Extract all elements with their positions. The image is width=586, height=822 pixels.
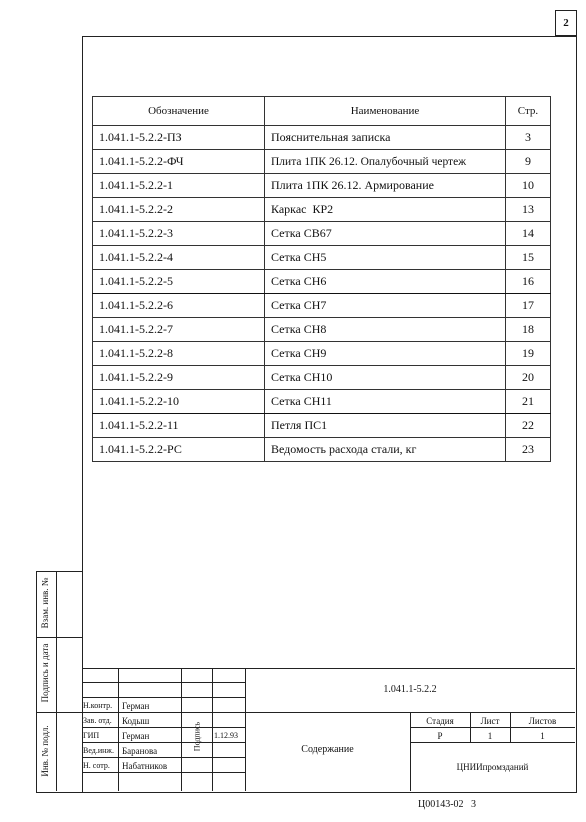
- header-page: Стр.: [506, 97, 551, 126]
- row-page: 13: [506, 198, 551, 222]
- row-name: Сетка СН6: [265, 270, 506, 294]
- footer-code: Ц00143-02 3: [418, 799, 477, 810]
- row-page: 18: [506, 318, 551, 342]
- row-designation: 1.041.1-5.2.2-10: [93, 390, 265, 414]
- table-row: [93, 270, 551, 294]
- row-page: 10: [506, 174, 551, 198]
- row-name: Плита 1ПК 26.12. Армирование: [265, 174, 506, 198]
- row-page: 3: [506, 126, 551, 150]
- row-designation: 1.041.1-5.2.2-11: [93, 414, 265, 438]
- sheets-label: Листов: [528, 716, 557, 726]
- date: 1.12.93: [214, 731, 238, 740]
- signature-label: Подпись: [192, 721, 202, 752]
- document-code: 1.041.1-5.2.2: [383, 684, 437, 695]
- tb-line: [82, 712, 575, 713]
- inv-replace-label: Взам. инв. №: [40, 577, 50, 629]
- row-designation: 1.041.1-5.2.2-3: [93, 222, 265, 246]
- table-row: [93, 414, 551, 438]
- tb-line: [82, 757, 245, 758]
- table-row: [93, 198, 551, 222]
- stage-label: Стадия: [426, 716, 454, 726]
- header-designation: Обозначение: [93, 97, 265, 126]
- row-page: 19: [506, 342, 551, 366]
- row-name: Петля ПС1: [265, 414, 506, 438]
- row-designation: 1.041.1-5.2.2-6: [93, 294, 265, 318]
- table-row: [93, 318, 551, 342]
- row-name: Сетка СН5: [265, 246, 506, 270]
- row-designation: 1.041.1-5.2.2-ФЧ: [93, 150, 265, 174]
- table-row: [93, 150, 551, 174]
- table-row: [93, 174, 551, 198]
- row-designation: 1.041.1-5.2.2-2: [93, 198, 265, 222]
- table-row: [93, 246, 551, 270]
- role-label: Вед.инж.: [83, 746, 114, 755]
- sheet-number: 2: [555, 10, 577, 36]
- sheet-label: Лист: [480, 716, 500, 726]
- row-page: 14: [506, 222, 551, 246]
- sheet-value: 1: [487, 731, 493, 741]
- sign-date-label: Подпись и дата: [40, 643, 50, 703]
- row-designation: 1.041.1-5.2.2-4: [93, 246, 265, 270]
- organization: ЦНИИпромзданий: [456, 762, 529, 772]
- role-name: Кодыш: [122, 716, 150, 726]
- tb-line: [410, 727, 575, 728]
- role-label: Н.контр.: [83, 701, 113, 710]
- role-label: Н. сотр.: [83, 761, 110, 770]
- row-designation: 1.041.1-5.2.2-8: [93, 342, 265, 366]
- role-name: Баранова: [122, 746, 158, 756]
- row-name: Сетка СВ67: [265, 222, 506, 246]
- row-designation: 1.041.1-5.2.2-РС: [93, 438, 265, 462]
- row-designation: 1.041.1-5.2.2-1: [93, 174, 265, 198]
- inv-original-label: Инв. № подл.: [40, 725, 50, 777]
- row-name: Сетка СН8: [265, 318, 506, 342]
- tb-line: [82, 668, 575, 669]
- row-name: Сетка СН10: [265, 366, 506, 390]
- row-page: 20: [506, 366, 551, 390]
- role-label: ГИП: [83, 731, 100, 740]
- row-designation: 1.041.1-5.2.2-5: [93, 270, 265, 294]
- tb-line: [82, 772, 245, 773]
- row-page: 23: [506, 438, 551, 462]
- row-name: Сетка СН7: [265, 294, 506, 318]
- row-designation: 1.041.1-5.2.2-ПЗ: [93, 126, 265, 150]
- role-label: Зав. отд.: [83, 716, 112, 725]
- header-name: Наименование: [265, 97, 506, 126]
- tb-line: [82, 682, 245, 683]
- row-name: Ведомость расхода стали, кг: [265, 438, 506, 462]
- row-page: 17: [506, 294, 551, 318]
- left-strip-divider: [56, 571, 57, 791]
- row-designation: 1.041.1-5.2.2-7: [93, 318, 265, 342]
- row-page: 21: [506, 390, 551, 414]
- row-name: Сетка СН9: [265, 342, 506, 366]
- role-name: Герман: [122, 701, 150, 711]
- tb-line: [181, 668, 182, 791]
- role-name: Набатников: [122, 761, 168, 771]
- tb-line: [82, 742, 245, 743]
- row-page: 9: [506, 150, 551, 174]
- row-name: Плита 1ПК 26.12. Опалубочный чертеж: [265, 150, 506, 174]
- table-header-row: [93, 97, 551, 126]
- document-title: Содержание: [301, 744, 354, 755]
- role-name: Герман: [122, 731, 150, 741]
- table-row: [93, 222, 551, 246]
- tb-line: [118, 668, 119, 791]
- tb-line: [82, 697, 245, 698]
- row-name: Пояснительная записка: [265, 126, 506, 150]
- table-row: [93, 294, 551, 318]
- table-row: [93, 366, 551, 390]
- row-page: 22: [506, 414, 551, 438]
- table-row: [93, 390, 551, 414]
- contents-table: [92, 96, 551, 462]
- tb-line: [82, 727, 245, 728]
- row-designation: 1.041.1-5.2.2-9: [93, 366, 265, 390]
- row-name: Сетка СН11: [265, 390, 506, 414]
- tb-line: [212, 668, 213, 791]
- row-name: Каркас КР2: [265, 198, 506, 222]
- table-row: [93, 342, 551, 366]
- table-row: [93, 438, 551, 462]
- table-row: [93, 126, 551, 150]
- row-page: 16: [506, 270, 551, 294]
- stage-value: Р: [437, 731, 443, 741]
- row-page: 15: [506, 246, 551, 270]
- sheets-value: 1: [540, 731, 545, 741]
- tb-line: [410, 742, 575, 743]
